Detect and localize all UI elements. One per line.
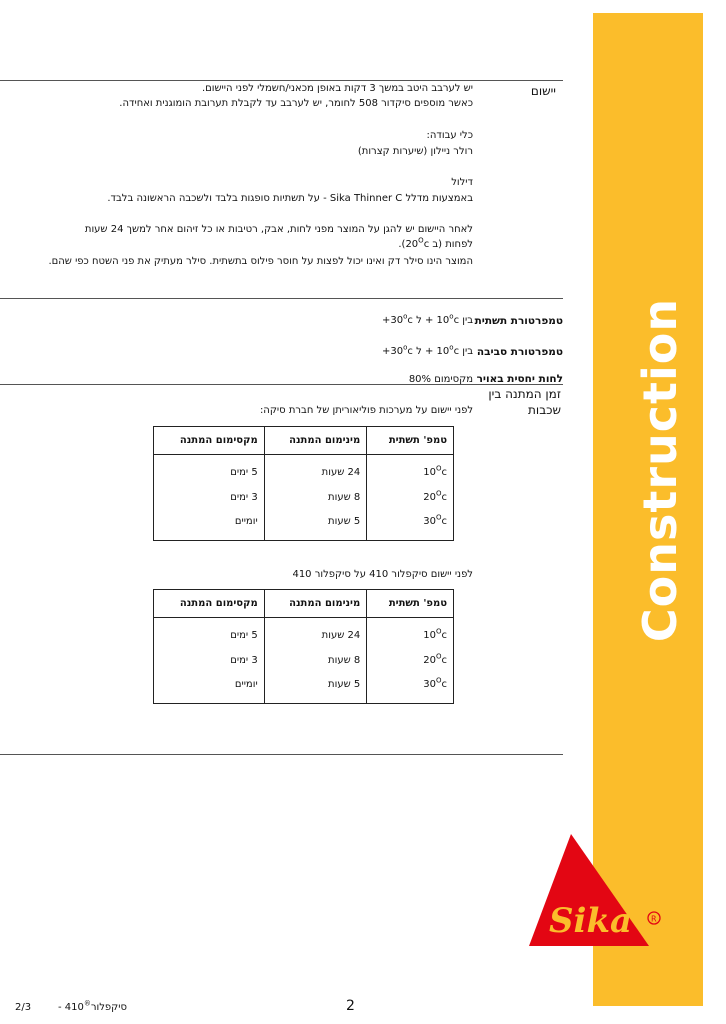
waiting-intro-2: לפני יישום סיקפלור 410 על סיקפלור 410 (292, 569, 473, 580)
application-label: יישום (530, 84, 556, 98)
table-cell-temp: $10^Oc$ (367, 455, 454, 484)
table-cell-max: 3 ימים (154, 483, 265, 512)
table-row (154, 675, 454, 704)
waiting-table-1 (153, 426, 454, 541)
footer-pages: 2/3 (15, 1002, 32, 1013)
table-cell-min: 5 שעות (264, 512, 367, 541)
substrate-temp-value: בין $10^oc$ + ל $+30^oc$ (381, 312, 473, 326)
application-line-1: יש לערבב היטב במשך 3 דקות באופן מכאני/חשמלי לפני היישום. (201, 83, 473, 94)
table-cell-max: 3 ימים (154, 646, 265, 675)
sidebar-brand-word: Construction (633, 297, 687, 643)
table-row (154, 512, 454, 541)
table-cell-min: 8 שעות (264, 483, 367, 512)
divider-top (0, 80, 563, 81)
waiting-table-2 (153, 589, 454, 704)
table-row (154, 646, 454, 675)
ambient-temp-label: טמפרטורת סביבה (476, 346, 563, 358)
substrate-temp-label: טמפרטורת תשתית (474, 315, 563, 327)
page-number: 2 (346, 998, 355, 1014)
table2-header-max: מקסימום המתנה (154, 590, 265, 618)
humidity-label: לחות יחסית באויר (476, 373, 563, 385)
table-cell-max: 5 ימים (154, 455, 265, 484)
table-cell-max: יומיים (154, 512, 265, 541)
table-cell-temp: $30^Oc$ (367, 512, 454, 541)
divider-bottom (0, 754, 563, 755)
table2-header-min: מינימום המתנה (264, 590, 367, 618)
table-cell-temp: $30^Oc$ (367, 675, 454, 704)
table1-header-max: מקסימום המתנה (154, 427, 265, 455)
protection-temp: $20^Oc$ (405, 236, 430, 250)
divider-application (0, 298, 563, 299)
application-line-2: כאשר מוספים סיקדור 508 לחומר, יש לערבב עד לקבלת תערובת הומוגנית ואחידה. (119, 98, 473, 109)
table-cell-min: 24 שעות (264, 618, 367, 647)
table-cell-max: יומיים (154, 675, 265, 704)
table-cell-min: 24 שעות (264, 455, 367, 484)
svg-text:Sika: Sika (549, 901, 633, 941)
dilution-heading: דילול (451, 177, 473, 188)
table-cell-min: 5 שעות (264, 675, 367, 704)
table-cell-max: 5 ימים (154, 618, 265, 647)
table-cell-temp: $20^Oc$ (367, 646, 454, 675)
table-row (154, 618, 454, 647)
waiting-label-2: שכבות (528, 403, 561, 417)
table-cell-min: 8 שעות (264, 646, 367, 675)
tools-heading: כלי עבודה: (426, 130, 473, 141)
sealer-note: המוצר הינו סילר דק ואינו יכול לפצות על חוסר פילוס בתשתית. סילר מעתיק את פני השטח כפי שהם. (48, 256, 473, 267)
tools-line: רולר ניילון (שיערות קצרות) (357, 146, 473, 157)
protection-line-2-text: לפחות (ב (432, 239, 473, 250)
footer-product: סיקפלור®- 410 (58, 999, 127, 1013)
table-row (154, 455, 454, 484)
table1-header-min: מינימום המתנה (264, 427, 367, 455)
ambient-temp-value: בין $10^oc$ + ל $+30^oc$ (381, 343, 473, 357)
svg-text:R: R (651, 914, 657, 924)
protection-line-2: לפחות (ב $20^Oc$). (398, 236, 473, 250)
table-cell-temp: $20^Oc$ (367, 483, 454, 512)
waiting-intro-1: לפני יישום על מערכות פוליאוריתן של חברת סיקה: (259, 405, 473, 416)
table2-header-temp: טמפ' תשתית (367, 590, 454, 618)
table1-header-temp: טמפ' תשתית (367, 427, 454, 455)
dilution-line: באמצעות מדלל Sika Thinner C - על תשתיות סופגות בלבד ולשכבה הראשונה בלבד. (107, 193, 473, 204)
sika-logo (527, 832, 667, 948)
table-row (154, 483, 454, 512)
protection-line-1: לאחר היישום יש להגן על המוצר מפני לחות, אבק, רטיבות או כל זיהום אחר למשך 24 שעות (84, 224, 473, 235)
waiting-label-1: זמן המתנה בין (488, 387, 561, 401)
table-cell-temp: $10^Oc$ (367, 618, 454, 647)
humidity-value: מקסימום 80% (408, 374, 473, 385)
